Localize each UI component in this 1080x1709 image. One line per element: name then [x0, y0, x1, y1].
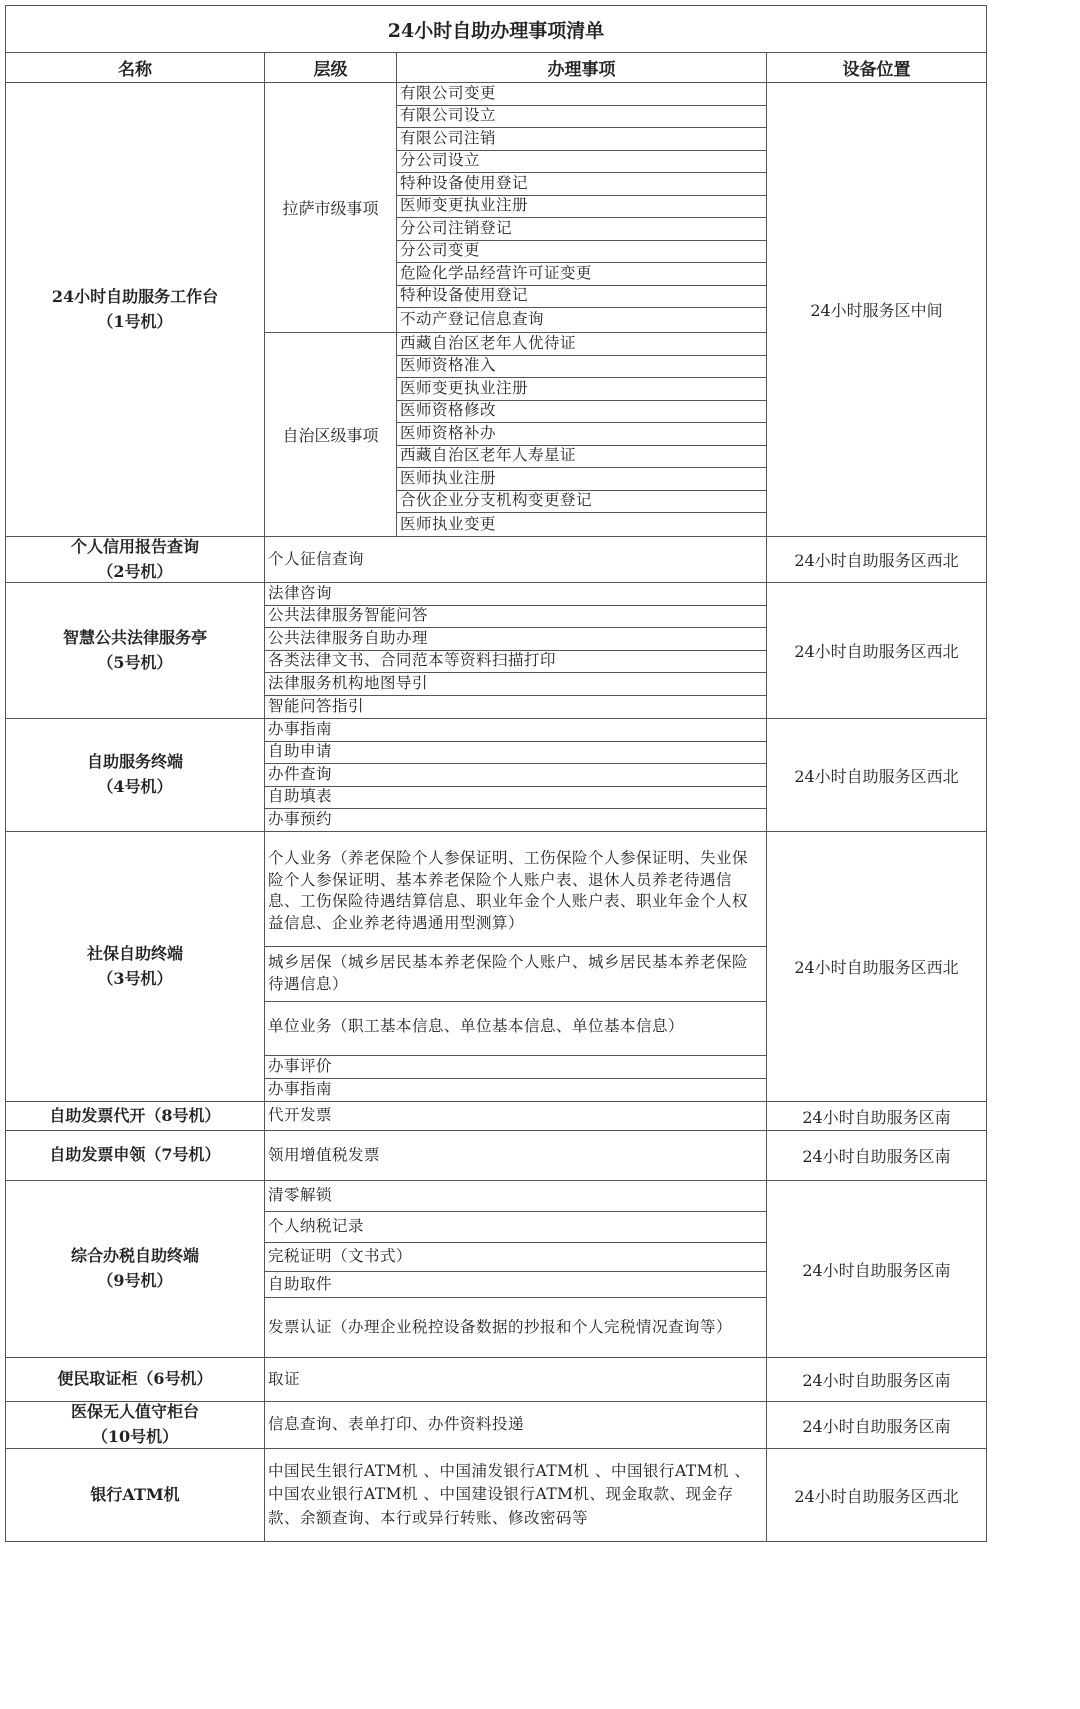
device-name-line2: （2号机）: [97, 561, 173, 581]
list-item: 完税证明（文书式）: [264, 1242, 767, 1272]
device-location: 24小时自助服务区西北: [766, 582, 987, 719]
device-name-line1: 智慧公共法律服务亭: [62, 627, 207, 647]
list-item: 自助填表: [264, 786, 767, 810]
list-item: 个人征信查询: [264, 536, 767, 583]
list-item: 发票认证（办理企业税控设备数据的抄报和个人完税情况查询等）: [264, 1297, 767, 1358]
device-location: 24小时服务区中间: [766, 82, 987, 537]
device-location: 24小时自助服务区南: [766, 1130, 987, 1181]
device-name: [5, 536, 265, 583]
list-item: 城乡居保（城乡居民基本养老保险个人账户、城乡居民基本养老保险待遇信息）: [264, 946, 767, 1002]
list-item: 医师资格准入: [396, 355, 767, 379]
list-item: 领用增值税发票: [264, 1130, 767, 1181]
device-name: [5, 582, 265, 719]
device-location: 24小时自助服务区西北: [766, 718, 987, 832]
device-name-line1: 24小时自助服务工作台: [51, 286, 219, 306]
device-name-line2: （9号机）: [97, 1271, 173, 1290]
list-item: 合伙企业分支机构变更登记: [396, 490, 767, 514]
list-item: 清零解锁: [264, 1180, 767, 1212]
list-item: 个人纳税记录: [264, 1211, 767, 1243]
header-items: 办理事项: [396, 52, 767, 83]
device-name-line1: 银行ATM机: [90, 1484, 180, 1504]
device-name-line2: （3号机）: [97, 968, 173, 988]
device-location: 24小时自助服务区西北: [766, 831, 987, 1102]
list-item: 个人业务（养老保险个人参保证明、工伤保险个人参保证明、失业保险个人参保证明、基本养老保险个人账户表、退休人员养老待遇信息、工伤保险待遇结算信息、职业年金个人账户表、职业年金个人权益信息、企业养老待遇通用型测算）: [264, 831, 767, 947]
device-location: 24小时自助服务区南: [766, 1357, 987, 1402]
device-name: [5, 1448, 265, 1542]
device-name-line1: 综合办税自助终端: [70, 1246, 199, 1266]
list-item: 单位业务（职工基本信息、单位基本信息、单位基本信息）: [264, 1001, 767, 1056]
device-name-line1: 医保无人值守柜台: [70, 1402, 199, 1422]
list-item: 医师执业注册: [396, 467, 767, 491]
list-item: 智能问答指引: [264, 695, 767, 720]
device-name: [5, 1401, 265, 1449]
device-location: 24小时自助服务区西北: [766, 536, 987, 583]
list-item: 医师资格补办: [396, 422, 767, 446]
list-item: 各类法律文书、合同范本等资料扫描打印: [264, 650, 767, 674]
list-item: 特种设备使用登记: [396, 172, 767, 196]
device-name-line2: （4号机）: [97, 777, 173, 796]
table-title: 24小时自助办理事项清单: [5, 5, 987, 53]
device-name: [5, 1180, 265, 1358]
list-item: 有限公司注销: [396, 127, 767, 151]
device-location: 24小时自助服务区西北: [766, 1448, 987, 1542]
list-item: 办事指南: [264, 718, 767, 742]
device-name-line1: 自助发票代开（8号机）: [49, 1105, 221, 1125]
device-name-line2: （10号机）: [91, 1427, 179, 1446]
list-item: 法律服务机构地图导引: [264, 672, 767, 696]
list-item: 医师变更执业注册: [396, 377, 767, 401]
device-name: [5, 1130, 265, 1181]
device-name-line1: 个人信用报告查询: [70, 536, 199, 556]
device-name: [5, 82, 265, 537]
header-name: 名称: [5, 52, 265, 83]
list-item: 医师资格修改: [396, 400, 767, 424]
list-item: 不动产登记信息查询: [396, 307, 767, 333]
list-item: 信息查询、表单打印、办件资料投递: [264, 1401, 767, 1449]
device-name: [5, 831, 265, 1102]
device-name: [5, 1101, 265, 1131]
device-name-line2: （5号机）: [97, 652, 173, 672]
level-city: 拉萨市级事项: [264, 82, 397, 333]
level-region: 自治区级事项: [264, 332, 397, 537]
device-name: [5, 718, 265, 832]
list-item: 办事评价: [264, 1055, 767, 1079]
list-item: 公共法律服务智能问答: [264, 605, 767, 629]
device-name: [5, 1357, 265, 1402]
list-item: 西藏自治区老年人优待证: [396, 332, 767, 356]
list-item: 自助取件: [264, 1271, 767, 1298]
list-item: 中国民生银行ATM机 、中国浦发银行ATM机 、中国银行ATM机 、中国农业银行ATM机 、中国建设银行ATM机、现金取款、现金存款、余额查询、本行或异行转账、修改密码等: [264, 1448, 767, 1542]
device-name-line1: 自助服务终端: [86, 752, 183, 772]
header-location: 设备位置: [766, 52, 987, 83]
list-item: 法律咨询: [264, 582, 767, 606]
list-item: 代开发票: [264, 1101, 767, 1131]
device-name-line1: 便民取证柜（6号机）: [57, 1369, 213, 1389]
list-item: 西藏自治区老年人寿星证: [396, 445, 767, 469]
list-item: 医师执业变更: [396, 512, 767, 537]
device-location: 24小时自助服务区南: [766, 1101, 987, 1131]
list-item: 取证: [264, 1357, 767, 1402]
list-item: 分公司注销登记: [396, 217, 767, 241]
list-item: 医师变更执业注册: [396, 195, 767, 219]
list-item: 特种设备使用登记: [396, 285, 767, 309]
device-name-line2: （1号机）: [97, 311, 173, 331]
device-location: 24小时自助服务区南: [766, 1401, 987, 1449]
list-item: 办事指南: [264, 1078, 767, 1102]
list-item: 分公司设立: [396, 150, 767, 174]
list-item: 有限公司设立: [396, 105, 767, 129]
list-item: 公共法律服务自助办理: [264, 627, 767, 651]
list-item: 办事预约: [264, 808, 767, 832]
list-item: 分公司变更: [396, 240, 767, 264]
list-item: 有限公司变更: [396, 82, 767, 106]
list-item: 自助申请: [264, 741, 767, 765]
list-item: 办件查询: [264, 763, 767, 787]
device-location: 24小时自助服务区南: [766, 1180, 987, 1358]
list-item: 危险化学品经营许可证变更: [396, 262, 767, 286]
device-name-line1: 社保自助终端: [86, 943, 183, 963]
device-name-line1: 自助发票申领（7号机）: [49, 1145, 221, 1165]
header-level: 层级: [264, 52, 397, 83]
